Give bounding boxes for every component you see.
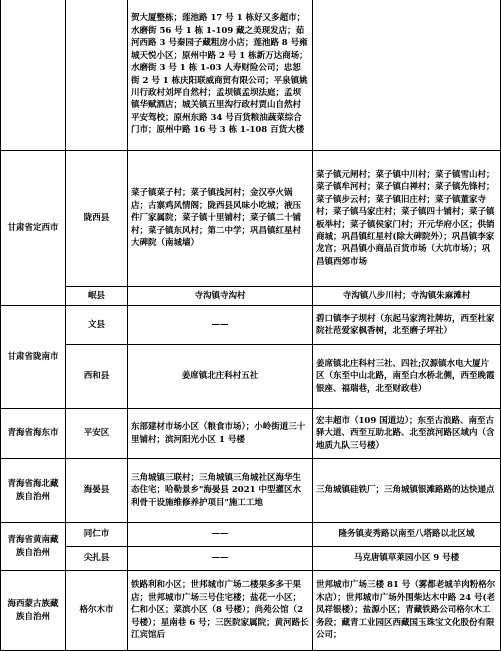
city-cell: 西和县 [66, 345, 128, 409]
other-cell: 三角城镇硅铁厂；三角城镇银滩路路的达快递点 [313, 459, 501, 523]
other-cell: 碧口镇李子坝村（东起马家湾社牌坊，西至杜家院社范爱家枫香树，北至磨子坪社） [313, 306, 501, 345]
points-cell: 铁路利和小区；世邦城市广场二楼果多多干果店；世邦城市广场三号住宅楼；盐花一小区；仁和小区；菜滨小区（8 号楼）；尚苑公馆（2 号楼）；星南巷 6 号；三医院家属院；黄河路长江宾馆后 [128, 571, 313, 651]
other-cell [313, 0, 501, 151]
region-cell: 青海省海东市 [1, 409, 66, 459]
other-cell: 隆务镇麦秀路以南至八塔路以北区域 [313, 523, 501, 547]
city-cell: 海晏县 [66, 459, 128, 523]
points-cell: 寺沟镇寺沟村 [128, 287, 313, 306]
table-row [1, 523, 501, 547]
region-cell: 甘肃省定西市 [1, 151, 66, 306]
points-cell: 菜子镇菜子村；菜子镇浅河村；金汉亭火锅店；古寨鸡风情阁；陇西县风味小吃城；液压件厂家属院；菜子镇十里铺村；菜子镇二十铺村；菜子镇东风村；第二中学；巩昌镇红星村大碑院（南城墙） [128, 151, 313, 287]
city-cell: 格尔木市 [66, 571, 128, 651]
points-cell: 三角城镇三联村；三角城镇三角城社区海华生态住宅；哈勒景乡"海晏县 2021 中型灌区水利骨干设施维修养护项目"施工工地 [128, 459, 313, 523]
table-row [1, 306, 501, 345]
points-cell: 姜席镇北庄科村五社 [128, 345, 313, 409]
points-cell: —— [128, 547, 313, 571]
table-row [1, 345, 501, 409]
table-row [1, 151, 501, 287]
table-row [1, 409, 501, 459]
city-cell: 平安区 [66, 409, 128, 459]
table-row [1, 547, 501, 571]
region-cell: 海西蒙古族藏族自治州 [1, 571, 66, 651]
city-cell: 尖扎县 [66, 547, 128, 571]
region-cell: 甘肃省陇南市 [1, 306, 66, 409]
points-cell: 贺大厦整栋；莲池路 17 号 1 栋好又多超市；水磨街 56 号 1 栋 1-109 藏之美现发店；茹河西路 3 号秦园子藏粗房小店；莲池路 8 号雍城天悦小区；原州中路 2 号 1 栋新万达商场；水磨街 3 号 1 栋 1-03 人寿财险公司；忠恕街 2 号 1 栋庆阳联威商贸有限公司；平泉镇姚川行政村刘坪自然村；孟坝镇孟坝法庭；孟坝镇华赋酒店；城关镇五里沟行政村贾山自然村平安驾校；原州东路 34 号百货粮油蔬菜综合门市；原州中路 16 号 3 栋 1-108 百货大楼 [128, 0, 313, 151]
region-cell: 青海省海北藏族自治州 [1, 459, 66, 523]
other-cell: 寺沟镇八步川村；寺沟镇朱麻滩村 [313, 287, 501, 306]
region-cell [1, 0, 66, 151]
other-cell: 宏丰超市（109 国道边）；东至古浪路、南至古驿大道、西至互助北路、北至滨河路区域内（含地质九队三号楼） [313, 409, 501, 459]
points-cell: 东部建材市场小区（粮食市场）；小岭街道三十里铺村；滨河阳光小区 1 号楼 [128, 409, 313, 459]
table-row [1, 571, 501, 651]
table-row [1, 287, 501, 306]
other-cell: 世邦城市广场三楼 81 号（雾都老城羊肉粉格尔木店）；世邦城市广场外围柴达木中路 24 号(老凤祥银楼）；盐源小区；青藏铁路公司格尔木工务段；藏青工业园区西藏国玉珠宝文化股份有限公司； [313, 571, 501, 651]
table-row [1, 459, 501, 523]
other-cell: 姜席镇北庄科村三社、四社;汉源镇水电大厦片区（东至中山北路，南至白水桥北侧，西至晚霞银座、福瑞巷，北至财政巷） [313, 345, 501, 409]
other-cell: 菜子镇元闸村；菜子镇中川村；菜子镇雪山村；菜子镇牟河村；菜子镇白禅村；菜子镇先锋村；菜子镇步云村；菜子镇旧庄村；菜子镇董家寺村；菜子镇马家庄村；菜子镇四十铺村；菜子镇板举村；菜子镇侯家门村；开元华府小区；供销商城；巩昌镇红星村(除大碑院外）；巩昌镇李家龙宫；巩昌镇小商品百货市场（大坑市场）；巩昌镇西郊市场 [313, 151, 501, 287]
city-cell [66, 0, 128, 151]
city-cell: 岷县 [66, 287, 128, 306]
city-cell: 陇西县 [66, 151, 128, 287]
table-row [1, 0, 501, 151]
other-cell: 马克唐镇草莱园小区 9 号楼 [313, 547, 501, 571]
city-cell: 文县 [66, 306, 128, 345]
region-cell: 青海省黄南藏族自治州 [1, 523, 66, 571]
city-cell: 同仁市 [66, 523, 128, 547]
points-cell: —— [128, 523, 313, 547]
points-cell: —— [128, 306, 313, 345]
